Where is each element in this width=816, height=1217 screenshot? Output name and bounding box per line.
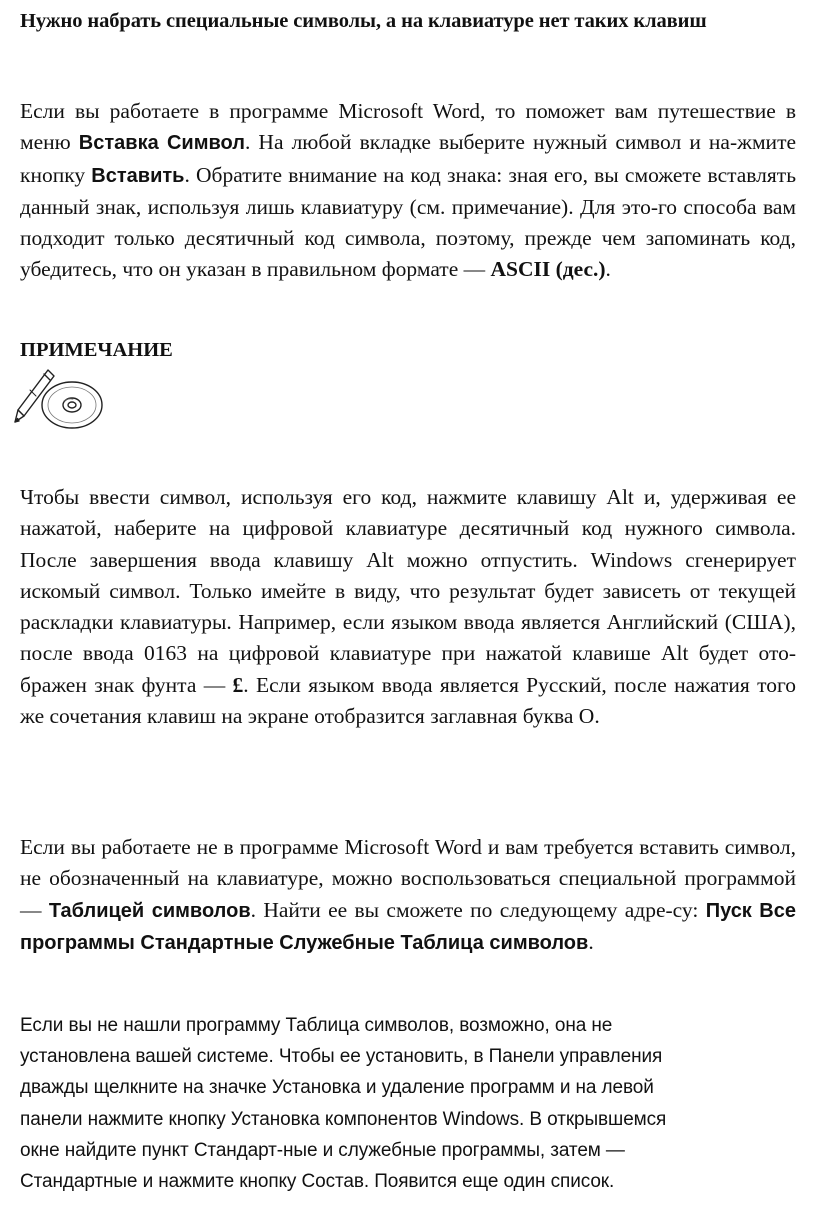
pound-sign: £ bbox=[232, 672, 244, 697]
text-run: . bbox=[605, 257, 611, 282]
text-run: . bbox=[588, 929, 594, 954]
text-run: Если вы работаете не в программе Microsoft Word и вам требуется вставить символ, не обозначенный на клавиатуре, можно воспользоваться специальной программой — bbox=[20, 835, 796, 922]
start-menu-path: Пуск Все программы Стандартные Служебные Таблица символов bbox=[20, 899, 796, 954]
text-run: . На любой вкладке выберите нужный символ и на-жмите кнопку bbox=[20, 130, 797, 187]
text-line: Стандартные и нажмите кнопку Состав. Появится еще один список. bbox=[20, 1171, 615, 1193]
paragraph-alt-code-note bbox=[20, 482, 796, 732]
program-name-character-map: Таблицей символов bbox=[48, 899, 251, 922]
format-name-ascii: ASCII (дес.) bbox=[490, 257, 606, 282]
text-run: . Обратите внимание на код знака: зная его, вы сможете вставлять данный знак, используя лишь клавиатуру (см. примечание). Для это-го способа вам подходит только десятичный код символа, поэтому, прежде чем запоминать код, убедитесь, что он указан в правильном формате — bbox=[20, 162, 796, 282]
text-line: окне найдите пункт Стандарт-ные и служебные программы, затем — bbox=[20, 1139, 625, 1161]
text-line: установлена вашей системе. Чтобы ее установить, в Панели управления bbox=[20, 1046, 663, 1068]
paragraph-install-character-map bbox=[20, 1010, 796, 1197]
menu-path-insert-symbol: Вставка Символ bbox=[78, 132, 245, 155]
text-line: дважды щелкните на значке Установка и удаление программ и на левой bbox=[20, 1077, 654, 1099]
pencil-and-cd-icon bbox=[8, 368, 110, 432]
text-run: Если вы работаете в программе Microsoft Word, то поможет вам путешествие в меню bbox=[20, 99, 796, 155]
text-run: . Если языком ввода является Русский, после нажатия того же сочетания клавиш на экране отобразится заглавная буква О. bbox=[20, 672, 796, 729]
note-heading: ПРИМЕЧАНИЕ bbox=[20, 339, 173, 361]
paragraph-word-insert-symbol bbox=[20, 96, 796, 286]
text-line: Если вы не нашли программу Таблица символов, возможно, она не bbox=[20, 1015, 613, 1036]
text-line: панели нажмите кнопку Установка компонентов Windows. В открывшемся bbox=[20, 1108, 667, 1130]
paragraph-character-map bbox=[20, 832, 796, 959]
page-title: Нужно набрать специальные символы, а на клавиатуре нет таких клавиш bbox=[20, 10, 707, 32]
text-run: . Найти ее вы сможете по следующему адре-су: bbox=[250, 897, 706, 922]
button-name-insert: Вставить bbox=[91, 164, 185, 187]
text-run: Чтобы ввести символ, используя его код, нажмите клавишу Alt и, удерживая ее нажатой, наберите на цифровой клавиатуре десятичный код нужного символа. После завершения ввода клавишу Alt можно отпустить. Windows сгенерирует искомый символ. Только имейте в виду, что результат будет зависеть от текущей раскладки клавиатуры. Например, если языком ввода является Английский (США), после ввода 0163 на цифровой клавиатуре при нажатой клавише Alt будет ото-бражен знак фунта — bbox=[20, 485, 796, 697]
